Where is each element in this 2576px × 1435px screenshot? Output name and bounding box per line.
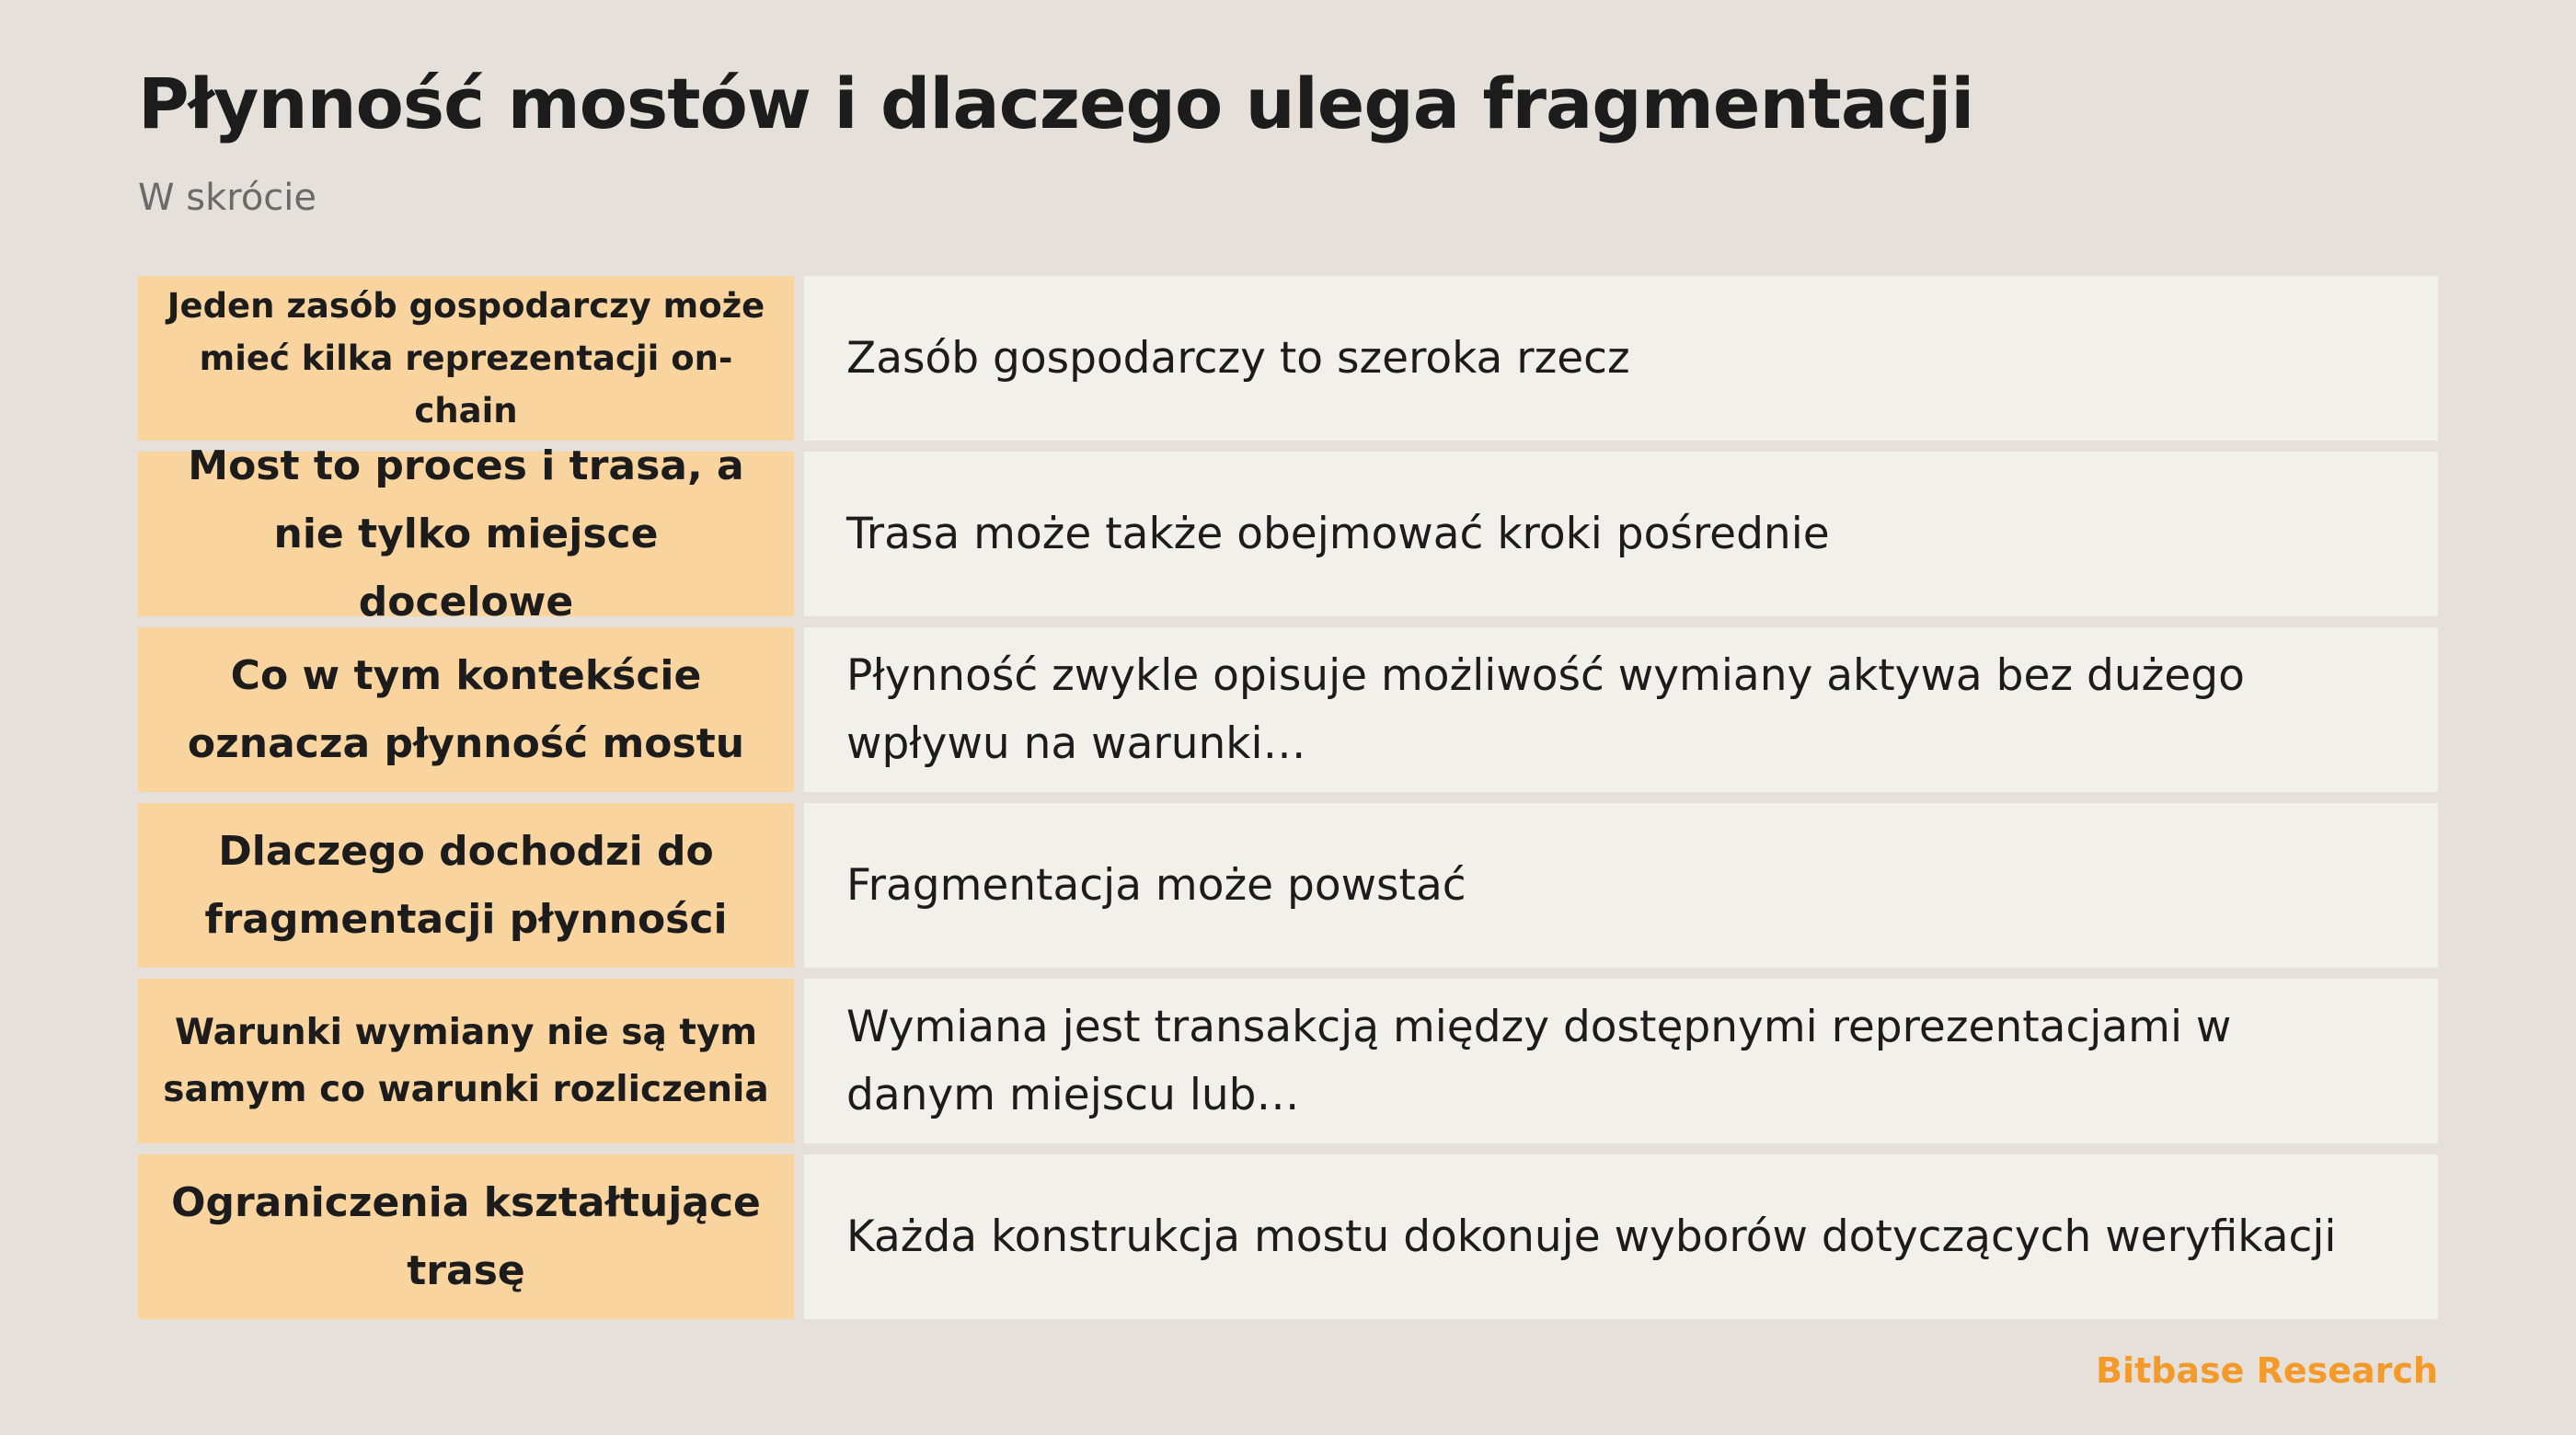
definition-cell: Fragmentacja może powstać [804, 803, 2438, 968]
definition-cell: Wymiana jest transakcją między dostępnymi reprezentacjami w danym miejscu lub… [804, 979, 2438, 1143]
summary-table [138, 276, 2438, 1319]
term-cell: Warunki wymiany nie są tym samym co warunki rozliczenia [138, 979, 794, 1143]
term-cell: Jeden zasób gospodarczy może mieć kilka reprezentacji on-chain [138, 276, 794, 441]
table-row [138, 627, 2438, 792]
definition-cell: Trasa może także obejmować kroki pośrednie [804, 452, 2438, 616]
page-subtitle: W skrócie [138, 177, 317, 219]
table-row [138, 276, 2438, 441]
definition-cell: Zasób gospodarczy to szeroka rzecz [804, 276, 2438, 441]
table-row [138, 1154, 2438, 1319]
brand-footer: Bitbase Research [2095, 1350, 2438, 1391]
page-title: Płynność mostów i dlaczego ulega fragmentacji [138, 63, 1974, 144]
term-cell: Ograniczenia kształtujące trasę [138, 1154, 794, 1319]
table-row [138, 442, 2438, 626]
table-row [138, 979, 2438, 1143]
definition-cell: Płynność zwykle opisuje możliwość wymiany aktywa bez dużego wpływu na warunki… [804, 627, 2438, 792]
term-cell: Dlaczego dochodzi do fragmentacji płynności [138, 803, 794, 968]
term-cell: Most to proces i trasa, a nie tylko miejsce docelowe [138, 452, 794, 616]
definition-cell: Każda konstrukcja mostu dokonuje wyborów dotyczących weryfikacji [804, 1154, 2438, 1319]
term-cell: Co w tym kontekście oznacza płynność mostu [138, 627, 794, 792]
table-row [138, 803, 2438, 968]
